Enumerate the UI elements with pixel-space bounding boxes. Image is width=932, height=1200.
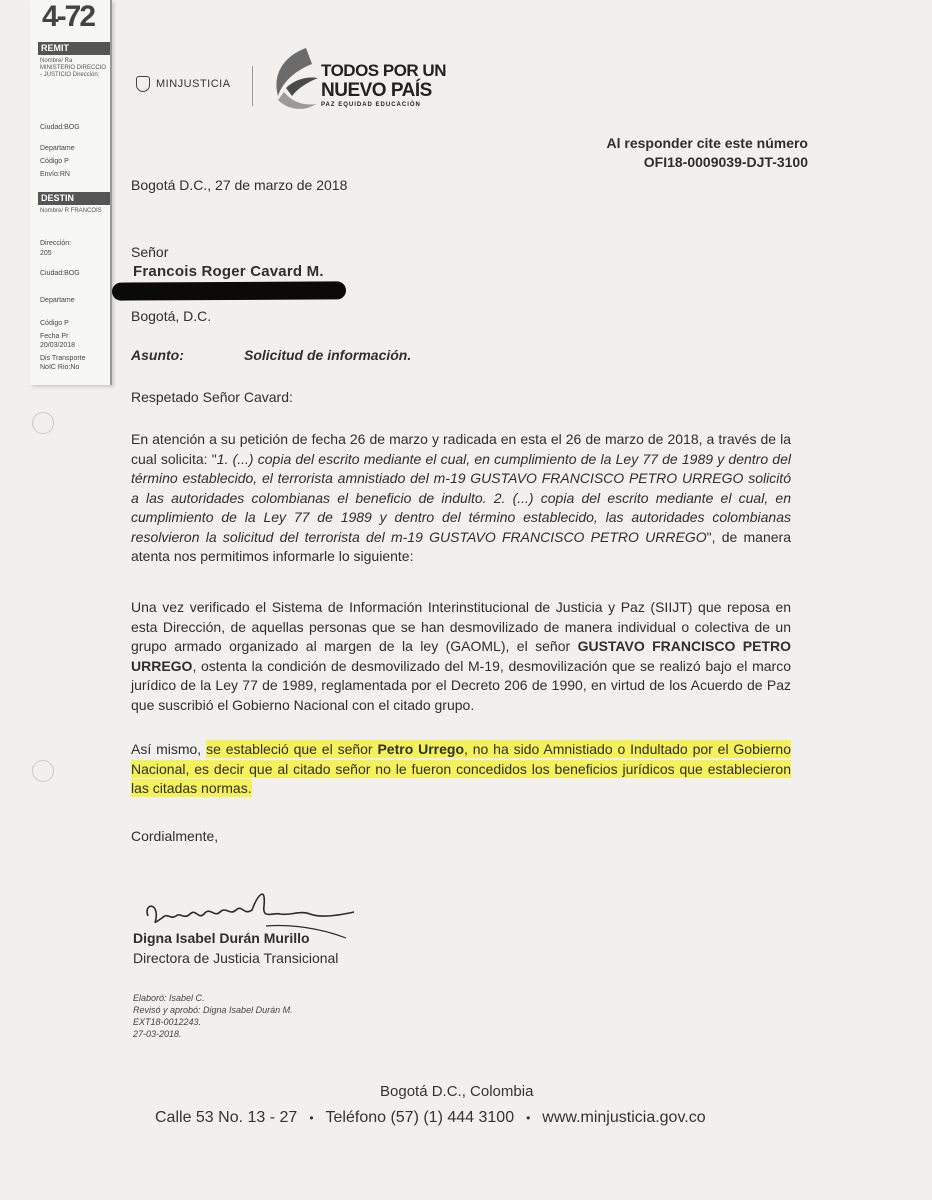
slip-label: Ciudad:BOG	[40, 124, 80, 131]
paragraph-request	[131, 430, 791, 567]
slogan-line-2: NUEVO PAÍS	[321, 80, 432, 101]
footer-phone: Teléfono (57) (1) 444 3100	[325, 1109, 515, 1126]
punch-hole	[32, 412, 54, 434]
paragraph-text: En atención a su petición de fecha 26 de marzo y radicada en esta el 26 de marzo de 2018, a través de la cual solicita: "	[131, 431, 791, 467]
slogan-line-3: PAZ EQUIDAD EDUCACIÓN	[321, 102, 421, 108]
footer-city: Bogotá D.C., Colombia	[380, 1083, 534, 1100]
initials-date: 27-03-2018.	[133, 1029, 182, 1039]
slip-label: Envío:RN	[40, 171, 70, 178]
paragraph-text: Una vez verificado el Sistema de Información Interinstitucional de Justicia y Paz (SIIJT) que reposa en esta Dirección, de aquellas personas que se han desmovilizado de manera individual o colectiva de un grupo armado organizado al margen de la ley (GAOML), el señor	[131, 599, 791, 654]
courier-slip	[30, 0, 112, 385]
external-reference: EXT18-0012243.	[133, 1017, 202, 1027]
slogan-line-1: TODOS POR UN	[321, 61, 446, 80]
coat-of-arms-icon	[136, 76, 150, 92]
signer-name: Digna Isabel Durán Murillo	[133, 930, 310, 946]
slip-sender-lines: Nombre/ Ra MINISTERIO DIRECCIO - JUSTICIO Dirección:	[40, 58, 107, 78]
bullet-separator: •	[526, 1111, 531, 1125]
paragraph-text: ", de manera atenta nos permitimos informarle lo siguiente:	[131, 528, 791, 564]
subject-text: Solicitud de información.	[244, 347, 412, 363]
slip-label: Departame	[40, 145, 75, 152]
paragraph-conclusion	[131, 740, 791, 799]
slip-recipient-band: DESTIN	[38, 192, 110, 205]
slip-sender-band: REMIT	[38, 42, 110, 55]
slip-label: Dirección:	[40, 240, 72, 247]
drafted-by: Elaboró: Isabel C.	[133, 993, 205, 1003]
highlighted-name-bold: Petro Urrego	[377, 741, 464, 757]
signer-title: Directora de Justicia Transicional	[133, 950, 339, 966]
quoted-request: 1. (...) copia del escrito mediante el cual, en cumplimiento de la Ley 77 de 1989 y dentro del término establecido, el terrorista amnistiado del m-19 GUSTAVO FRANCISCO PETRO URREGO solicitó a las autoridades colombianas el beneficio de indulto. 2. (...) copia del escrito mediante el cual, en cumplimiento de la Ley 77 de 1989 y dentro del término establecido, las autoridades colombianas resolvieron la solicitud del terrorista del m-19 GUSTAVO FRANCISCO PETRO URREGO	[131, 450, 791, 545]
punch-hole	[32, 760, 54, 782]
slip-label: Fecha Pr	[40, 333, 69, 340]
paragraph-findings	[131, 598, 791, 715]
reference-number-block	[606, 134, 808, 172]
recipient-title: Señor	[131, 244, 169, 260]
government-brand-icon	[266, 44, 322, 120]
footer-address: Calle 53 No. 13 - 27	[155, 1109, 298, 1126]
recipient-name: Francois Roger Cavard M.	[133, 263, 324, 280]
ministry-logo	[136, 76, 231, 92]
slip-label: NoIC Rio:No	[40, 364, 80, 371]
highlighted-text: se estableció que el señor	[206, 741, 378, 757]
slip-label: 20/03/2018	[40, 342, 76, 349]
person-name-bold: GUSTAVO FRANCISCO PETRO URREGO	[131, 638, 791, 674]
reference-number: OFI18-0009039-DJT-3100	[643, 154, 808, 170]
slip-label: Ciudad:BOG	[40, 270, 80, 277]
closing: Cordialmente,	[131, 828, 219, 844]
slip-label: 205	[40, 250, 52, 257]
reference-caption: Al responder cite este número	[606, 135, 808, 151]
reviewed-by: Revisó y aprobó: Digna Isabel Durán M.	[133, 1005, 293, 1015]
footer-contact	[155, 1109, 706, 1127]
slip-recipient-lines: Nombre/ R FRANCOIS	[40, 208, 102, 214]
slip-label: Código P	[40, 158, 69, 165]
courier-logo: 4-72	[42, 0, 95, 33]
slip-label: Código P	[40, 320, 69, 327]
header-divider	[252, 66, 253, 106]
drafting-initials	[133, 992, 293, 1040]
paragraph-text: Así mismo,	[131, 741, 207, 757]
slip-label: Dis Transporte	[40, 355, 86, 362]
footer-website: www.minjusticia.gov.co	[542, 1109, 706, 1126]
highlighted-text: , no ha sido Amnistiado o Indultado por el Gobierno Nacional, es decir que al citado señor no le fueron concedidos los beneficios jurídicos que establecieron las citadas normas.	[131, 741, 792, 796]
slip-label: Departame	[40, 297, 75, 304]
bullet-separator: •	[309, 1111, 314, 1125]
redaction-bar	[112, 281, 346, 300]
greeting: Respetado Señor Cavard:	[131, 389, 293, 405]
government-slogan	[321, 62, 446, 108]
subject-label: Asunto:	[131, 347, 184, 363]
ministry-name: MINJUSTICIA	[156, 78, 231, 90]
letter-date: Bogotá D.C., 27 de marzo de 2018	[131, 177, 348, 193]
paragraph-text: , ostenta la condición de desmovilizado del M-19, desmovilización que se realizó bajo el marco jurídico de la Ley 77 de 1989, reglamentada por el Decreto 206 de 1990, en virtud de los Acuerdo de Paz que suscribió el Gobierno Nacional con el citado grupo.	[131, 657, 791, 713]
recipient-city: Bogotá, D.C.	[131, 308, 212, 324]
